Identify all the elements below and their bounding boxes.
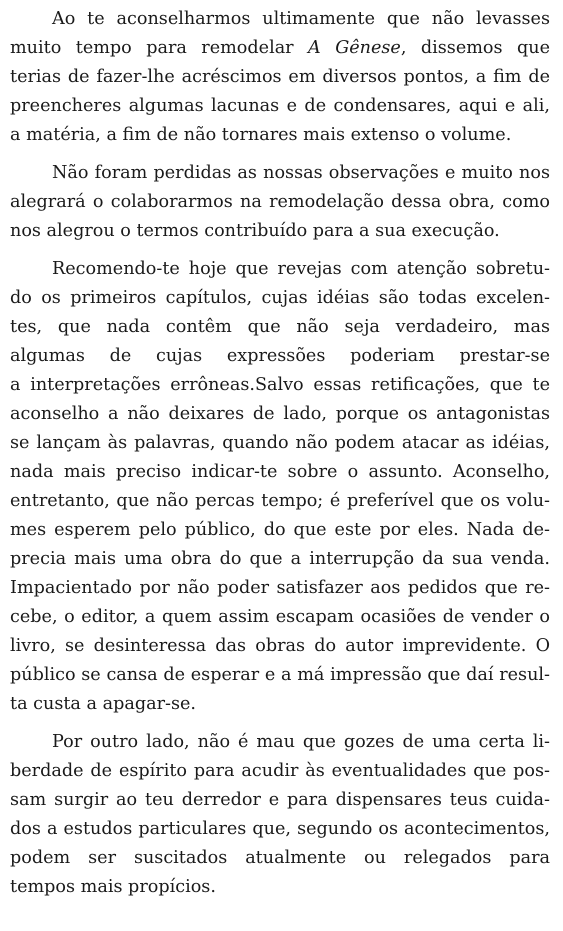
book-title: A Gênese (308, 38, 401, 58)
paragraph-4 (10, 728, 550, 902)
text-line: berdade de espírito para acudir às eventualidades que pos- (10, 761, 550, 781)
text-line: livro, se desinteressa das obras do autor imprevidente. O (10, 636, 550, 656)
text-line: algumas de cujas expressões poderiam prestar-se (10, 346, 550, 366)
text-line: sam surgir ao teu derredor e para dispensares teus cuida- (10, 790, 550, 810)
text-line: do os primeiros capítulos, cujas idéias são todas excelen- (10, 288, 550, 308)
text-line: Por outro lado, não é mau que gozes de uma certa li- (52, 732, 550, 752)
text-line: podem ser suscitados atualmente ou relegados para (10, 848, 550, 868)
text-line: muito tempo para remodelar A Gênese, dissemos que (10, 38, 550, 58)
text-line: alegrará o colaborarmos na remodelação dessa obra, como (10, 192, 550, 212)
paragraph-gap (10, 150, 550, 159)
text-line: público se cansa de esperar e a má impressão que daí resul- (10, 665, 550, 685)
text-line: entretanto, que não percas tempo; é preferível que os volu- (10, 491, 550, 511)
text-line: mes esperem pelo público, do que este por eles. Nada de- (10, 520, 550, 540)
paragraph-gap (10, 246, 550, 255)
text-line: ta custa a apagar-se. (10, 694, 196, 714)
paragraph-gap (10, 719, 550, 728)
text-line: tempos mais propícios. (10, 877, 216, 897)
text-line: Ao te aconselharmos ultimamente que não levasses (52, 9, 550, 29)
text-line: dos a estudos particulares que, segundo os acontecimentos, (10, 819, 550, 839)
text-line: terias de fazer-lhe acréscimos em diversos pontos, a fim de (10, 67, 550, 87)
text-line: a interpretações errôneas.Salvo essas retificações, que te (10, 375, 550, 395)
paragraph-2 (10, 159, 550, 246)
text-line: nada mais preciso indicar-te sobre o assunto. Aconselho, (10, 462, 550, 482)
document-page (10, 5, 550, 902)
text-line: Não foram perdidas as nossas observações e muito nos (52, 163, 550, 183)
text-line: se lançam às palavras, quando não podem atacar as idéias, (10, 433, 550, 453)
text-line: Impacientado por não poder satisfazer aos pedidos que re- (10, 578, 550, 598)
text-line: cebe, o editor, a quem assim escapam ocasiões de vender o (10, 607, 550, 627)
paragraph-1 (10, 5, 550, 150)
text-line: a matéria, a fim de não tornares mais extenso o volume. (10, 125, 512, 145)
text-line: nos alegrou o termos contribuído para a sua execução. (10, 221, 500, 241)
text-line: aconselho a não deixares de lado, porque os antagonistas (10, 404, 550, 424)
text-line: precia mais uma obra do que a interrupção da sua venda. (10, 549, 550, 569)
paragraph-3 (10, 255, 550, 719)
text-line: tes, que nada contêm que não seja verdadeiro, mas (10, 317, 550, 337)
text-line: Recomendo-te hoje que revejas com atenção sobretu- (52, 259, 550, 279)
text-line: preencheres algumas lacunas e de condensares, aqui e ali, (10, 96, 550, 116)
